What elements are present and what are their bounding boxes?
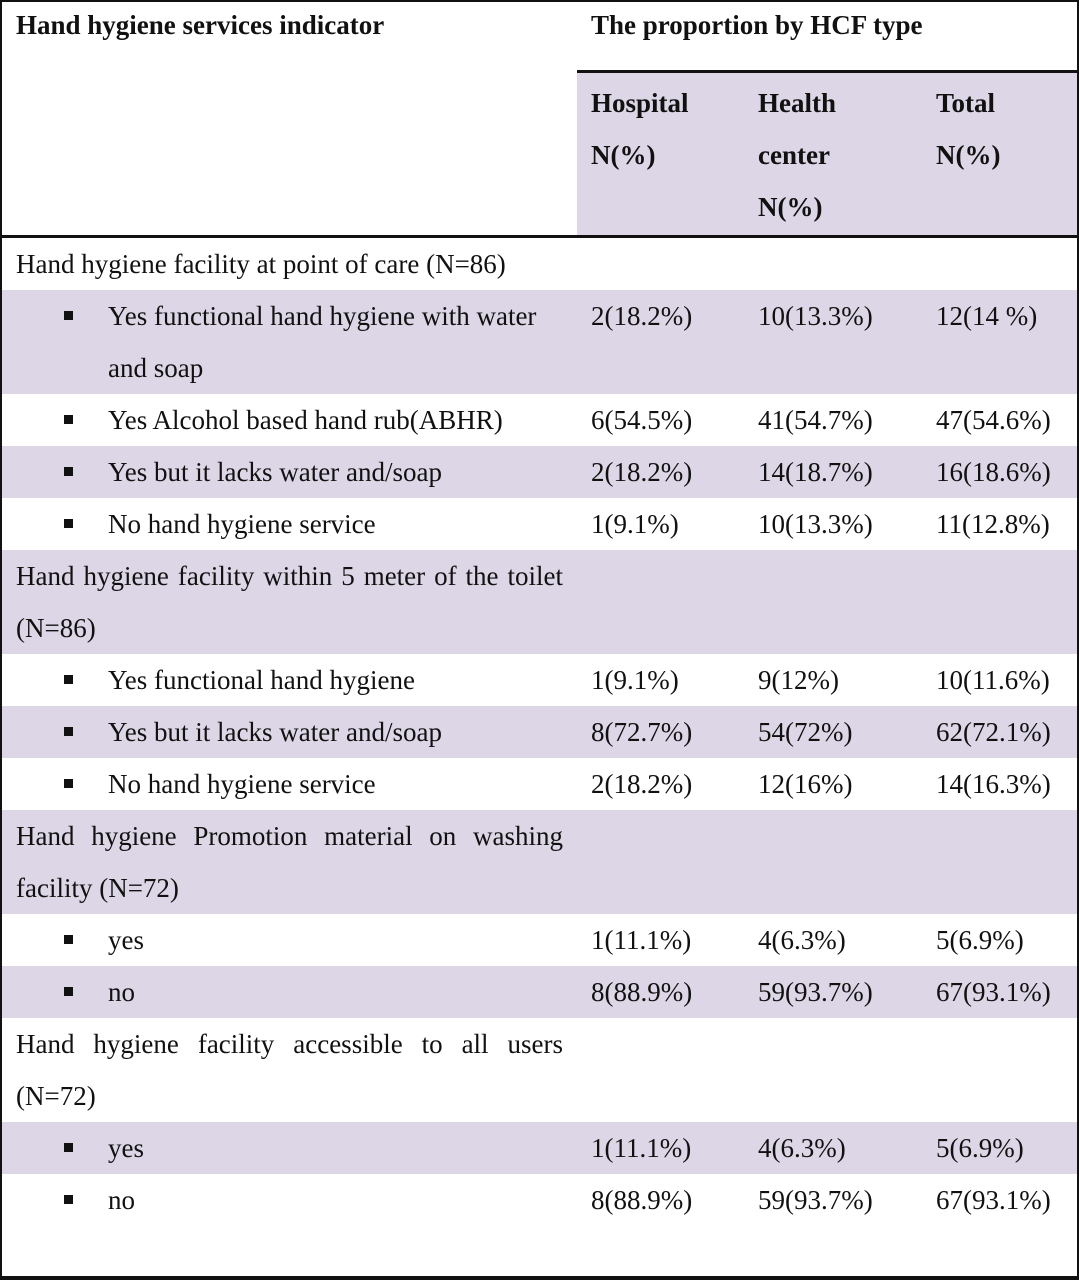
health-center-cell: 59(93.7%) xyxy=(744,1174,922,1226)
health-center-cell: 10(13.3%) xyxy=(744,498,922,550)
health-center-cell: 4(6.3%) xyxy=(744,1122,922,1174)
row-label: yes xyxy=(108,1133,144,1163)
table-row xyxy=(2,706,1077,758)
hospital-cell: 1(11.1%) xyxy=(577,1122,744,1174)
indicator-header: Hand hygiene services indicator xyxy=(2,2,577,237)
table-row xyxy=(2,394,1077,446)
bullet-icon xyxy=(2,498,108,550)
total-cell: 62(72.1%) xyxy=(922,706,1077,758)
row-label: Yes but it lacks water and/soap xyxy=(108,717,442,747)
row-label: Yes Alcohol based hand rub(ABHR) xyxy=(108,405,503,435)
bullet-icon xyxy=(2,758,108,810)
hospital-cell: 8(88.9%) xyxy=(577,1174,744,1226)
table-row xyxy=(2,498,1077,550)
health-center-cell: 59(93.7%) xyxy=(744,966,922,1018)
health-center-cell: 54(72%) xyxy=(744,706,922,758)
section-row xyxy=(2,237,1077,291)
total-header: Total N(%) xyxy=(922,72,1077,237)
row-label: Yes but it lacks water and/soap xyxy=(108,457,442,487)
bullet-icon xyxy=(2,446,108,498)
health-center-cell: 9(12%) xyxy=(744,654,922,706)
bullet-icon xyxy=(2,654,108,706)
bullet-icon xyxy=(2,1122,108,1174)
hospital-cell: 8(88.9%) xyxy=(577,966,744,1018)
row-label: Yes functional hand hygiene with water and soap xyxy=(108,301,537,383)
section-title: Hand hygiene facility accessible to all users (N=72) xyxy=(2,1018,577,1122)
row-label: No hand hygiene service xyxy=(108,769,376,799)
total-cell: 47(54.6%) xyxy=(922,394,1077,446)
section-title: Hand hygiene facility within 5 meter of the toilet (N=86) xyxy=(2,550,577,654)
section-row xyxy=(2,810,1077,914)
hospital-header: Hospital N(%) xyxy=(577,72,744,237)
hospital-cell: 1(9.1%) xyxy=(577,498,744,550)
table-row xyxy=(2,758,1077,810)
table-row xyxy=(2,446,1077,498)
health-center-cell: 10(13.3%) xyxy=(744,290,922,394)
table-row xyxy=(2,1174,1077,1226)
bullet-icon xyxy=(2,1174,108,1226)
row-label: Yes functional hand hygiene xyxy=(108,665,415,695)
row-label: no xyxy=(108,977,135,1007)
table-row xyxy=(2,966,1077,1018)
row-label: No hand hygiene service xyxy=(108,509,376,539)
hospital-cell: 2(18.2%) xyxy=(577,290,744,394)
hospital-cell: 1(11.1%) xyxy=(577,914,744,966)
hospital-cell: 6(54.5%) xyxy=(577,394,744,446)
table-row xyxy=(2,1122,1077,1174)
bullet-icon xyxy=(2,966,108,1018)
row-label: no xyxy=(108,1185,135,1215)
section-row xyxy=(2,550,1077,654)
bullet-icon xyxy=(2,290,108,394)
hospital-cell: 2(18.2%) xyxy=(577,446,744,498)
hospital-cell: 8(72.7%) xyxy=(577,706,744,758)
total-cell: 14(16.3%) xyxy=(922,758,1077,810)
bullet-icon xyxy=(2,394,108,446)
table-row xyxy=(2,654,1077,706)
bullet-icon xyxy=(2,914,108,966)
table-row xyxy=(2,290,1077,394)
proportion-header: The proportion by HCF type xyxy=(577,2,1077,72)
hospital-cell: 2(18.2%) xyxy=(577,758,744,810)
total-cell: 5(6.9%) xyxy=(922,914,1077,966)
total-cell: 5(6.9%) xyxy=(922,1122,1077,1174)
section-title: Hand hygiene facility at point of care (N=86) xyxy=(2,237,577,291)
health-center-header: Health center N(%) xyxy=(744,72,922,237)
total-cell: 12(14 %) xyxy=(922,290,1077,394)
section-title: Hand hygiene Promotion material on washing facility (N=72) xyxy=(2,810,577,914)
total-cell: 67(93.1%) xyxy=(922,1174,1077,1226)
total-cell: 10(11.6%) xyxy=(922,654,1077,706)
row-label: yes xyxy=(108,925,144,955)
bullet-icon xyxy=(2,706,108,758)
table-row xyxy=(2,914,1077,966)
health-center-cell: 12(16%) xyxy=(744,758,922,810)
total-cell: 11(12.8%) xyxy=(922,498,1077,550)
hand-hygiene-table xyxy=(2,2,1077,1226)
health-center-cell: 41(54.7%) xyxy=(744,394,922,446)
health-center-cell: 14(18.7%) xyxy=(744,446,922,498)
total-cell: 16(18.6%) xyxy=(922,446,1077,498)
section-row xyxy=(2,1018,1077,1122)
hospital-cell: 1(9.1%) xyxy=(577,654,744,706)
health-center-cell: 4(6.3%) xyxy=(744,914,922,966)
total-cell: 67(93.1%) xyxy=(922,966,1077,1018)
